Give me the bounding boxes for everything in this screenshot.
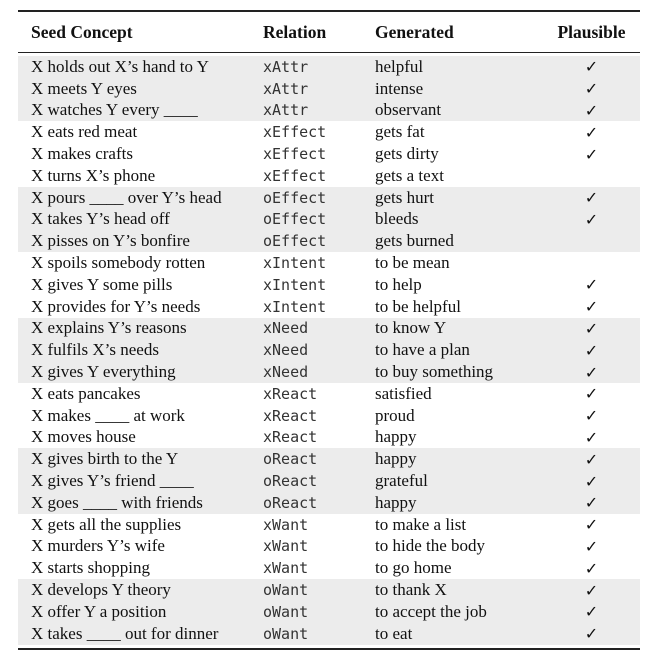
cell-relation: xNeed — [263, 363, 309, 382]
cell-generated: to hide the body — [375, 536, 486, 556]
cell-generated: grateful — [375, 471, 428, 491]
cell-plausible: ✓ — [584, 580, 599, 600]
cell-relation: xReact — [263, 406, 318, 425]
table-row — [18, 209, 640, 231]
cell-plausible: ✓ — [584, 188, 599, 208]
cell-seed-concept: X provides for Y’s needs — [31, 296, 201, 316]
table-row — [18, 296, 640, 318]
table-row — [18, 536, 640, 558]
cell-seed-concept: X develops Y theory — [31, 580, 171, 600]
cell-plausible: ✓ — [584, 318, 599, 338]
cell-seed-concept: X fulfils X’s needs — [31, 340, 159, 360]
cell-seed-concept: X eats red meat — [31, 122, 138, 142]
cell-generated: to eat — [375, 623, 413, 643]
cell-seed-concept: X watches Y every ____ — [31, 100, 198, 120]
table-row — [18, 187, 640, 209]
cell-plausible: ✓ — [584, 602, 599, 622]
cell-plausible: ✓ — [584, 515, 599, 535]
cell-generated: happy — [375, 427, 417, 447]
table-row — [18, 274, 640, 296]
cell-seed-concept: X eats pancakes — [31, 383, 141, 403]
cell-relation: oEffect — [263, 188, 327, 207]
cell-seed-concept: X gives Y everything — [31, 362, 176, 382]
table-row — [18, 557, 640, 579]
table-row — [18, 514, 640, 536]
cell-seed-concept: X explains Y’s reasons — [31, 318, 187, 338]
cell-relation: xWant — [263, 515, 309, 534]
cell-plausible: ✓ — [584, 297, 599, 317]
cell-plausible: ✓ — [584, 79, 599, 99]
cell-relation: xAttr — [263, 79, 309, 98]
cell-plausible: ✓ — [584, 122, 599, 142]
cell-relation: oWant — [263, 581, 309, 600]
cell-seed-concept: X holds out X’s hand to Y — [31, 56, 209, 76]
table-row — [18, 252, 640, 274]
cell-plausible: ✓ — [584, 536, 599, 556]
cell-generated: to be mean — [375, 253, 450, 273]
cell-seed-concept: X pisses on Y’s bonfire — [31, 231, 190, 251]
cell-relation: xEffect — [263, 123, 327, 142]
cell-relation: xIntent — [263, 297, 327, 316]
table-row — [18, 623, 640, 645]
cell-generated: to thank X — [375, 580, 447, 600]
cell-plausible: ✓ — [584, 57, 599, 77]
cell-relation: xAttr — [263, 57, 309, 76]
cell-plausible: ✓ — [584, 362, 599, 382]
table-row — [18, 361, 640, 383]
table-row — [18, 121, 640, 143]
table-row — [18, 492, 640, 514]
cell-seed-concept: X takes Y’s head off — [31, 209, 170, 229]
cell-generated: to accept the job — [375, 601, 487, 621]
cell-relation: xReact — [263, 428, 318, 447]
cell-seed-concept: X gets all the supplies — [31, 514, 182, 534]
cell-relation: xWant — [263, 537, 309, 556]
table-body — [18, 53, 640, 646]
cell-generated: gets fat — [375, 122, 425, 142]
cell-seed-concept: X goes ____ with friends — [31, 492, 203, 512]
cell-plausible: ✓ — [584, 493, 599, 513]
cell-generated: gets a text — [375, 165, 444, 185]
table-row — [18, 56, 640, 78]
cell-seed-concept: X pours ____ over Y’s head — [31, 187, 222, 207]
table-row — [18, 318, 640, 340]
cell-plausible: ✓ — [584, 340, 599, 360]
table-header — [18, 12, 640, 52]
cell-seed-concept: X gives Y’s friend ____ — [31, 471, 194, 491]
cell-seed-concept: X meets Y eyes — [31, 78, 137, 98]
cell-plausible: ✓ — [584, 558, 599, 578]
table-row — [18, 579, 640, 601]
results-table — [18, 10, 640, 650]
cell-generated: to help — [375, 274, 422, 294]
cell-seed-concept: X makes crafts — [31, 144, 133, 164]
table-row — [18, 448, 640, 470]
cell-seed-concept: X takes ____ out for dinner — [31, 623, 219, 643]
cell-generated: bleeds — [375, 209, 419, 229]
table-row — [18, 383, 640, 405]
cell-relation: oEffect — [263, 232, 327, 251]
cell-generated: proud — [375, 405, 415, 425]
cell-relation: xNeed — [263, 341, 309, 360]
table-row — [18, 100, 640, 122]
cell-plausible: ✓ — [584, 449, 599, 469]
cell-plausible: ✓ — [584, 406, 599, 426]
cell-seed-concept: X turns X’s phone — [31, 165, 156, 185]
table-row — [18, 601, 640, 623]
table-row — [18, 470, 640, 492]
cell-generated: happy — [375, 449, 417, 469]
cell-generated: observant — [375, 100, 442, 120]
cell-relation: xWant — [263, 559, 309, 578]
cell-relation: xIntent — [263, 254, 327, 273]
cell-relation: oReact — [263, 472, 318, 491]
cell-plausible: ✓ — [584, 471, 599, 491]
cell-generated: gets burned — [375, 231, 454, 251]
cell-relation: oReact — [263, 450, 318, 469]
table-row — [18, 427, 640, 449]
cell-seed-concept: X offer Y a position — [31, 601, 167, 621]
cell-generated: gets hurt — [375, 187, 435, 207]
cell-relation: oWant — [263, 624, 309, 643]
header-plausible: Plausible — [557, 21, 626, 42]
cell-generated: to be helpful — [375, 296, 461, 316]
header-seed-concept: Seed Concept — [31, 21, 133, 42]
cell-relation: xIntent — [263, 275, 327, 294]
table-row — [18, 405, 640, 427]
cell-relation: xNeed — [263, 319, 309, 338]
cell-relation: oEffect — [263, 210, 327, 229]
header-relation: Relation — [263, 21, 327, 42]
cell-relation: xEffect — [263, 166, 327, 185]
cell-generated: satisfied — [375, 383, 432, 403]
cell-generated: to make a list — [375, 514, 467, 534]
cell-generated: intense — [375, 78, 424, 98]
cell-relation: xAttr — [263, 101, 309, 120]
cell-seed-concept: X gives Y some pills — [31, 274, 173, 294]
cell-seed-concept: X murders Y’s wife — [31, 536, 165, 556]
cell-seed-concept: X moves house — [31, 427, 136, 447]
cell-seed-concept: X gives birth to the Y — [31, 449, 179, 469]
cell-relation: oWant — [263, 602, 309, 621]
cell-plausible: ✓ — [584, 384, 599, 404]
cell-plausible: ✓ — [584, 275, 599, 295]
cell-relation: xReact — [263, 384, 318, 403]
cell-relation: oReact — [263, 493, 318, 512]
table-row — [18, 165, 640, 187]
cell-relation: xEffect — [263, 145, 327, 164]
cell-seed-concept: X spoils somebody rotten — [31, 253, 206, 273]
bottom-rule — [18, 648, 640, 650]
header-generated: Generated — [375, 21, 454, 42]
cell-generated: gets dirty — [375, 144, 439, 164]
cell-generated: happy — [375, 492, 417, 512]
cell-generated: to have a plan — [375, 340, 470, 360]
cell-plausible: ✓ — [584, 624, 599, 644]
cell-plausible: ✓ — [584, 209, 599, 229]
cell-seed-concept: X starts shopping — [31, 558, 150, 578]
cell-generated: to know Y — [375, 318, 447, 338]
cell-generated: to go home — [375, 558, 452, 578]
cell-generated: helpful — [375, 56, 424, 76]
cell-plausible: ✓ — [584, 100, 599, 120]
table-row — [18, 78, 640, 100]
table-row — [18, 143, 640, 165]
cell-plausible: ✓ — [584, 144, 599, 164]
cell-plausible: ✓ — [584, 427, 599, 447]
cell-generated: to buy something — [375, 362, 494, 382]
table-row — [18, 230, 640, 252]
table-row — [18, 339, 640, 361]
cell-seed-concept: X makes ____ at work — [31, 405, 185, 425]
